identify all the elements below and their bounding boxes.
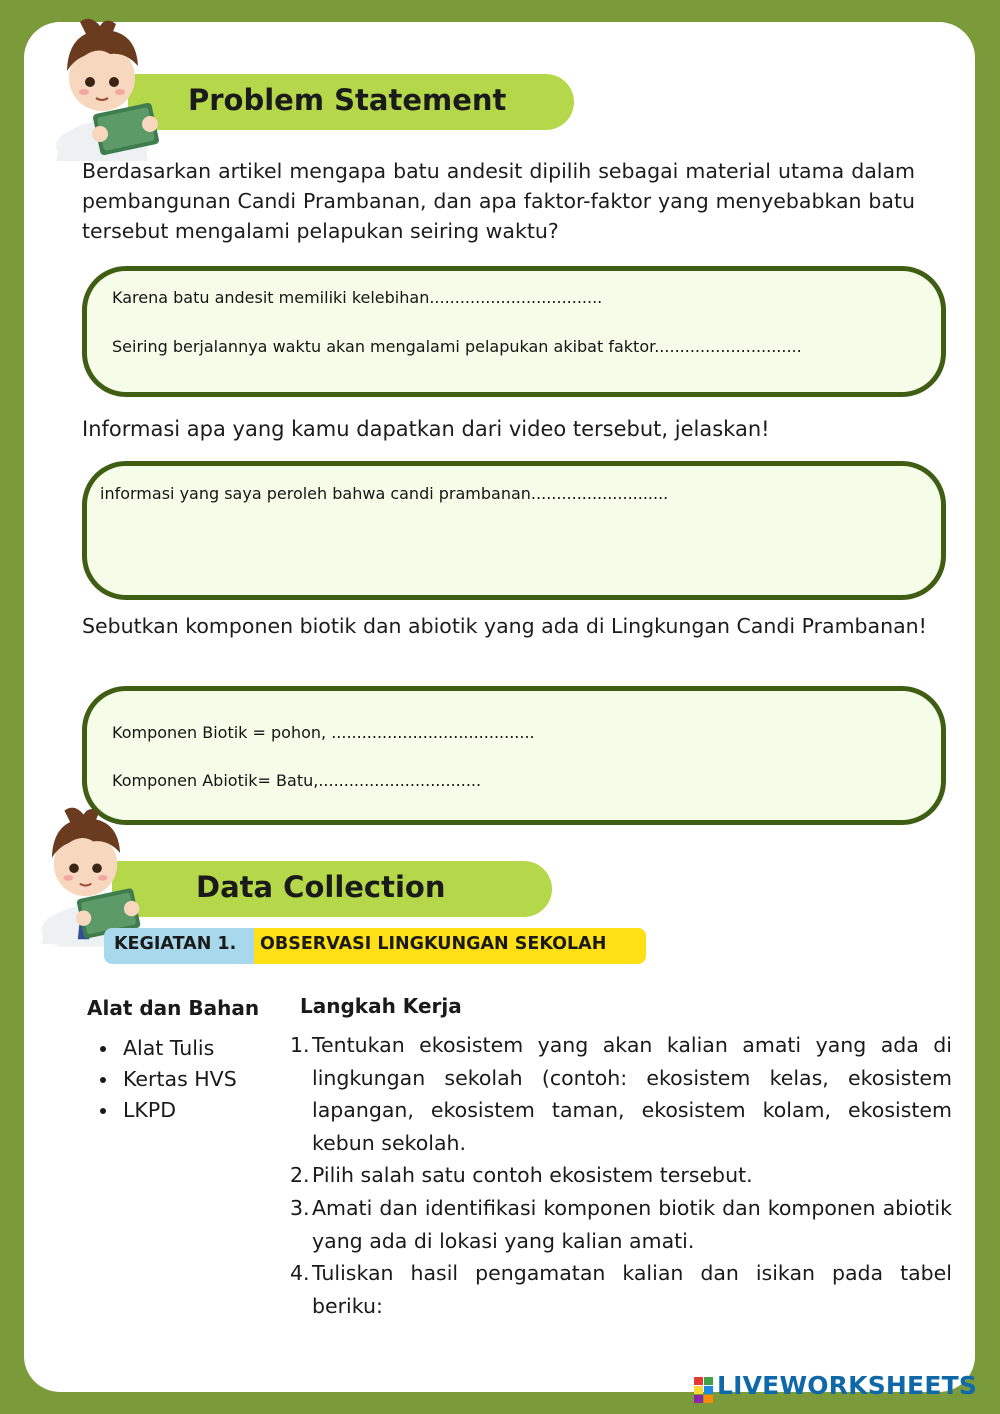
- list-item: Alat Tulis: [96, 1033, 237, 1064]
- step-item: [290, 1029, 952, 1159]
- list-item: LKPD: [96, 1095, 237, 1126]
- question-1: Berdasarkan artikel mengapa batu andesit dipilih sebagai material utama dalam pembangunan Candi Prambanan, dan apa faktor-faktor yang menyebabkan batu tersebut mengalami pelapukan seiring waktu?: [82, 159, 915, 243]
- answer-2-line-1: informasi yang saya peroleh bahwa candi prambanan...........................: [100, 484, 669, 503]
- answer-box-3[interactable]: [82, 686, 946, 825]
- step-item: [290, 1257, 952, 1322]
- step-number: 4.: [290, 1261, 310, 1286]
- answer-box-1[interactable]: [82, 266, 946, 397]
- question-2: Informasi apa yang kamu dapatkan dari video tersebut, jelaskan!: [82, 417, 770, 441]
- step-text: Amati dan identifikasi komponen biotik dan komponen abiotik yang ada di lokasi yang kalian amati.: [312, 1195, 952, 1253]
- answer-3-line-1: Komponen Biotik = pohon, ........................................: [112, 723, 535, 742]
- data-collection-banner: [112, 861, 552, 917]
- step-text: Tentukan ekosistem yang akan kalian amati yang ada di lingkungan sekolah (contoh: ekosistem kelas, ekosistem lapangan, ekosistem taman, ekosistem kolam, ekosistem kebun sekolah.: [312, 1033, 952, 1155]
- liveworksheets-logo-icon: [694, 1375, 714, 1405]
- activity-title: OBSERVASI LINGKUNGAN SEKOLAH: [260, 934, 607, 954]
- data-collection-title: Data Collection: [196, 870, 446, 904]
- reading-boy-illustration: [40, 16, 165, 161]
- answer-3-line-2: Komponen Abiotik= Batu,................................: [112, 771, 482, 790]
- step-number: 1.: [290, 1033, 310, 1057]
- tools-list: [96, 1033, 237, 1126]
- activity-number: KEGIATAN 1.: [114, 934, 237, 954]
- step-text: Pilih salah satu contoh ekosistem tersebut.: [312, 1163, 753, 1188]
- reading-boy-illustration-2: [26, 802, 146, 947]
- step-number: 3.: [290, 1195, 310, 1220]
- problem-statement-title: Problem Statement: [188, 83, 507, 117]
- liveworksheets-brand[interactable]: LIVEWORKSHEETS: [717, 1371, 978, 1400]
- activity-number-badge: [104, 928, 254, 964]
- answer-1-line-2: Seiring berjalannya waktu akan mengalami pelapukan akibat faktor.............................: [112, 337, 802, 356]
- steps-heading: Langkah Kerja: [300, 994, 462, 1018]
- activity-title-badge: [254, 928, 646, 964]
- step-text: Tuliskan hasil pengamatan kalian dan isikan pada tabel beriku:: [312, 1261, 952, 1318]
- tools-heading: Alat dan Bahan: [87, 996, 260, 1020]
- step-number: 2.: [290, 1163, 310, 1188]
- list-item: Kertas HVS: [96, 1064, 237, 1095]
- question-3: Sebutkan komponen biotik dan abiotik yang ada di Lingkungan Candi Prambanan!: [82, 614, 927, 638]
- answer-box-2[interactable]: [82, 461, 946, 600]
- step-item: [290, 1192, 952, 1257]
- answer-1-line-1: Karena batu andesit memiliki kelebihan..................................: [112, 288, 603, 307]
- steps-list: [290, 1029, 952, 1322]
- step-item: [290, 1159, 952, 1192]
- problem-statement-banner: [128, 74, 574, 130]
